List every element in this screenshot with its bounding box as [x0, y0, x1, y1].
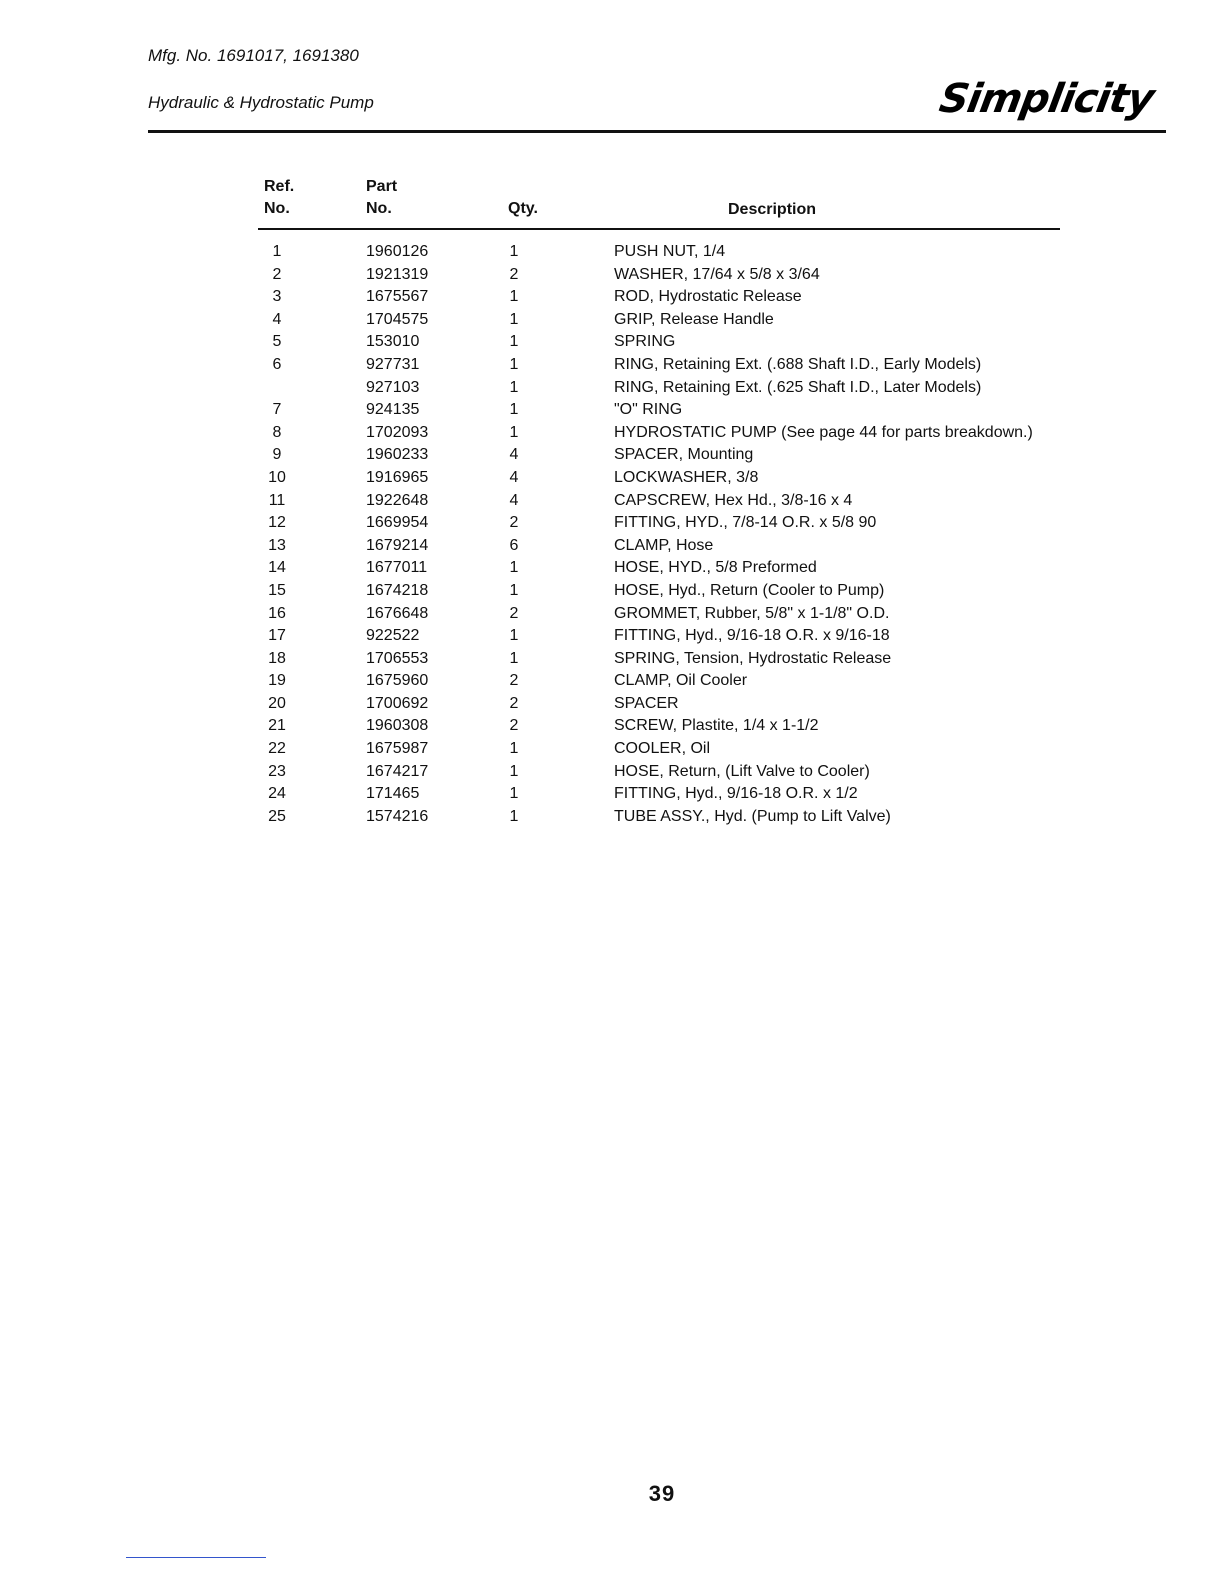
table-row: [0, 512, 1224, 535]
part-number-cell: 1700692: [366, 694, 429, 712]
ref-cell: 11: [268, 491, 286, 509]
brand-logo: Simplicity: [935, 76, 1157, 122]
description-cell: "O" RING: [614, 401, 683, 419]
part-number-cell: 1675567: [366, 288, 429, 306]
description-cell: SPACER: [614, 694, 679, 712]
description-cell: LOCKWASHER, 3/8: [614, 468, 759, 486]
quantity-cell: 1: [509, 378, 519, 396]
page-number: 39: [648, 1481, 676, 1506]
quantity-cell: 1: [509, 627, 519, 645]
ref-cell: 17: [268, 627, 286, 645]
part-number-cell: 1702093: [366, 423, 429, 441]
description-cell: FITTING, HYD., 7/8-14 O.R. x 5/8 90: [614, 514, 877, 532]
quantity-cell: 1: [509, 649, 519, 667]
table-row: [0, 422, 1224, 445]
part-number-cell: 1921319: [366, 265, 429, 283]
part-number-cell: 1574216: [366, 807, 429, 825]
part-number-cell: 924135: [366, 401, 420, 419]
description-cell: SCREW, Plastite, 1/4 x 1-1/2: [614, 717, 819, 735]
part-number-cell: 171465: [366, 785, 420, 803]
ref-cell: 14: [268, 559, 286, 577]
table-row: [0, 693, 1224, 716]
description-cell: RING, Retaining Ext. (.688 Shaft I.D., Early Models): [614, 355, 982, 373]
quantity-cell: 6: [509, 536, 519, 554]
table-row: [0, 264, 1224, 287]
table-row: [0, 331, 1224, 354]
description-cell: RING, Retaining Ext. (.625 Shaft I.D., Later Models): [614, 378, 982, 396]
quantity-cell: 1: [509, 740, 519, 758]
table-row: [0, 467, 1224, 490]
part-number-cell: 1960233: [366, 446, 429, 464]
quantity-cell: 1: [509, 401, 519, 419]
table-row: [0, 603, 1224, 626]
part-number-cell: 1960126: [366, 243, 429, 260]
ref-cell: 21: [268, 717, 286, 735]
description-cell: GROMMET, Rubber, 5/8" x 1-1/8" O.D.: [614, 604, 890, 622]
ref-cell: 7: [272, 401, 282, 419]
ref-cell: 18: [268, 649, 286, 667]
quantity-cell: 2: [509, 717, 519, 735]
ref-cell: 13: [268, 536, 286, 554]
ref-cell: 1: [272, 243, 282, 260]
part-number-cell: 927731: [366, 355, 420, 373]
description-header: Description: [728, 201, 817, 218]
quantity-cell: 2: [509, 672, 519, 690]
description-cell: FITTING, Hyd., 9/16-18 O.R. x 9/16-18: [614, 627, 890, 645]
quantity-cell: 2: [509, 514, 519, 532]
ref-cell: 15: [268, 581, 286, 599]
header-divider: [148, 130, 1166, 133]
ref-cell: 10: [268, 468, 286, 486]
table-row: [0, 241, 1224, 264]
description-cell: PUSH NUT, 1/4: [614, 243, 726, 260]
part-number-cell: 1669954: [366, 514, 429, 532]
table-row: [0, 286, 1224, 309]
part-number-cell: 1676648: [366, 604, 429, 622]
ref-cell: 19: [268, 672, 286, 690]
mfg-numbers: Mfg. No. 1691017, 1691380: [148, 46, 359, 65]
part-number-cell: 922522: [366, 627, 420, 645]
description-cell: CAPSCREW, Hex Hd., 3/8-16 x 4: [614, 491, 853, 509]
ref-cell: 20: [268, 694, 286, 712]
quantity-cell: 1: [509, 762, 519, 780]
quantity-cell: 4: [509, 446, 519, 464]
description-cell: HOSE, Hyd., Return (Cooler to Pump): [614, 581, 885, 599]
ref-header-line2: No.: [264, 200, 290, 217]
quantity-cell: 2: [509, 694, 519, 712]
description-cell: SPACER, Mounting: [614, 446, 754, 464]
part-number-cell: 1674217: [366, 762, 429, 780]
part-number-cell: 927103: [366, 378, 420, 396]
quantity-cell: 1: [509, 423, 519, 441]
ref-cell: 22: [268, 740, 286, 758]
quantity-cell: 1: [509, 333, 519, 351]
ref-cell: 23: [268, 762, 286, 780]
part-number-cell: 1675987: [366, 740, 429, 758]
part-number-cell: 1916965: [366, 468, 429, 486]
part-number-cell: 1674218: [366, 581, 429, 599]
description-cell: CLAMP, Hose: [614, 536, 714, 554]
part-number-cell: 1677011: [366, 559, 428, 577]
ref-header: [264, 176, 294, 220]
description-cell: SPRING: [614, 333, 676, 351]
part-number-cell: 1704575: [366, 310, 429, 328]
table-row: [0, 580, 1224, 603]
ref-cell: 8: [272, 423, 282, 441]
ref-cell: 3: [272, 288, 282, 306]
table-row: [0, 309, 1224, 332]
part-number-cell: 153010: [366, 333, 420, 351]
ref-cell: 4: [272, 310, 282, 328]
table-row: [0, 399, 1224, 422]
description-cell: FITTING, Hyd., 9/16-18 O.R. x 1/2: [614, 785, 858, 803]
quantity-cell: 4: [509, 491, 519, 509]
table-header-divider: [258, 228, 1060, 230]
table-row: [0, 535, 1224, 558]
table-row: [0, 625, 1224, 648]
table-row: [0, 761, 1224, 784]
part-number-cell: 1960308: [366, 717, 429, 735]
quantity-cell: 1: [509, 807, 519, 825]
description-cell: GRIP, Release Handle: [614, 310, 774, 328]
ref-cell: 12: [268, 514, 286, 532]
ref-cell: 6: [272, 355, 282, 373]
section-title: Hydraulic & Hydrostatic Pump: [148, 93, 374, 112]
ref-cell: 9: [272, 446, 282, 464]
table-row: [0, 377, 1224, 400]
part-header: [366, 176, 397, 220]
table-row: [0, 783, 1224, 806]
table-row: [0, 490, 1224, 513]
table-row: [0, 557, 1224, 580]
description-cell: CLAMP, Oil Cooler: [614, 672, 748, 690]
part-number-cell: 1679214: [366, 536, 429, 554]
parts-table: [0, 241, 1224, 828]
quantity-cell: 1: [509, 310, 519, 328]
ref-cell: 16: [268, 604, 286, 622]
description-cell: WASHER, 17/64 x 5/8 x 3/64: [614, 265, 820, 283]
quantity-cell: 1: [509, 243, 519, 260]
table-row: [0, 648, 1224, 671]
description-cell: HOSE, Return, (Lift Valve to Cooler): [614, 762, 870, 780]
quantity-cell: 2: [509, 604, 519, 622]
table-row: [0, 715, 1224, 738]
table-row: [0, 670, 1224, 693]
description-cell: TUBE ASSY., Hyd. (Pump to Lift Valve): [614, 807, 891, 825]
ref-cell: 24: [268, 785, 286, 803]
quantity-cell: 2: [509, 265, 519, 283]
ref-cell: 25: [268, 807, 286, 825]
description-cell: SPRING, Tension, Hydrostatic Release: [614, 649, 892, 667]
description-cell: HOSE, HYD., 5/8 Preformed: [614, 559, 817, 577]
table-row: [0, 444, 1224, 467]
quantity-cell: 4: [509, 468, 519, 486]
quantity-cell: 1: [509, 288, 519, 306]
ref-header-line1: Ref.: [264, 178, 295, 195]
quantity-cell: 1: [509, 355, 519, 373]
footer-line: [126, 1557, 266, 1558]
table-row: [0, 354, 1224, 377]
table-row: [0, 738, 1224, 761]
ref-cell: 5: [272, 333, 282, 351]
ref-cell: 2: [272, 265, 282, 283]
part-number-cell: 1706553: [366, 649, 429, 667]
part-number-cell: 1675960: [366, 672, 429, 690]
part-number-cell: 1922648: [366, 491, 429, 509]
description-cell: COOLER, Oil: [614, 740, 711, 758]
part-header-line2: No.: [366, 200, 392, 217]
table-row: [0, 806, 1224, 829]
description-cell: ROD, Hydrostatic Release: [614, 288, 802, 306]
quantity-cell: 1: [509, 581, 519, 599]
description-cell: HYDROSTATIC PUMP (See page 44 for parts breakdown.): [614, 423, 1033, 441]
quantity-cell: 1: [509, 559, 519, 577]
quantity-cell: 1: [509, 785, 519, 803]
part-header-line1: Part: [366, 178, 398, 195]
qty-header: Qty.: [508, 200, 538, 217]
